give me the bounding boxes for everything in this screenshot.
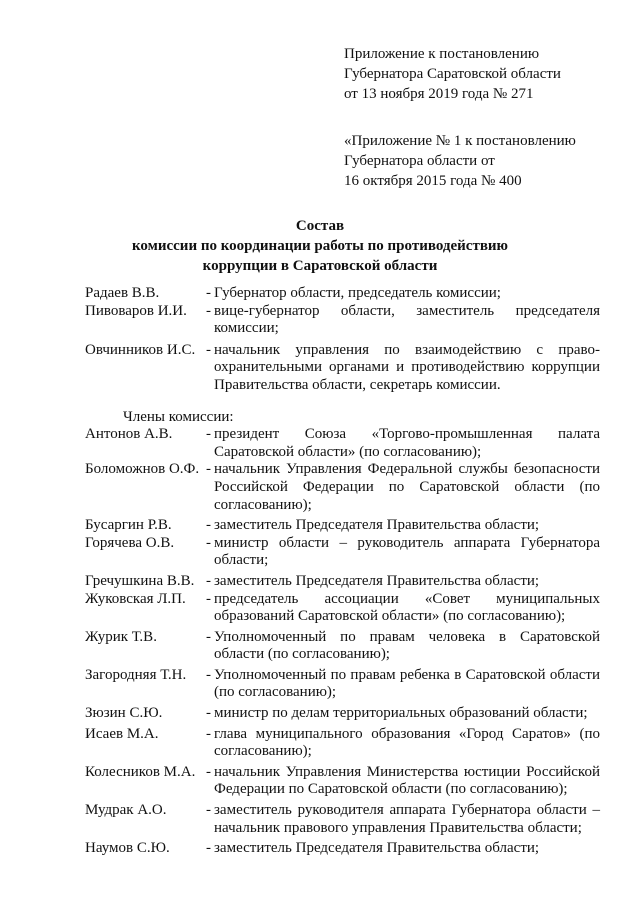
annex-line: Губернатора Саратовской области [344, 66, 561, 82]
roster-row [85, 802, 600, 837]
dash-separator: - [206, 802, 211, 819]
dash-separator: - [206, 534, 211, 551]
dash-separator: - [206, 705, 211, 722]
annex-line: «Приложение № 1 к постановлению [344, 133, 576, 149]
roster-row [85, 342, 600, 395]
member-role: президент Союза «Торгово-промышленная палата Саратовской области» (по согласованию); [214, 426, 600, 460]
roster-row [85, 726, 600, 761]
roster-row [85, 840, 600, 858]
annex-line: от 13 ноября 2019 года № 271 [344, 86, 534, 102]
member-role: Губернатор области, председатель комиссии; [214, 285, 501, 301]
member-name: Овчинников И.С. [85, 341, 196, 358]
annex-reference [344, 44, 561, 104]
member-role: Уполномоченный по правам человека в Саратовской области (по согласованию); [214, 628, 600, 663]
dash-separator: - [206, 302, 211, 319]
roster-row [85, 461, 600, 514]
member-role: заместитель руководителя аппарата Губернатора области – начальник правового управления Правительства области; [214, 802, 600, 836]
member-name: Зюзин С.Ю. [85, 705, 163, 722]
member-name: Антонов А.В. [85, 426, 173, 443]
member-role: начальник Управления Министерства юстиции Российской Федерации по Саратовской области (по согласованию); [214, 763, 600, 798]
annex-line: 16 октября 2015 года № 400 [344, 173, 522, 189]
roster-row [85, 705, 600, 723]
dash-separator: - [206, 341, 211, 358]
roster-row [85, 285, 600, 303]
member-name: Горячева О.В. [85, 534, 175, 551]
title-line: комиссии по координации работы по противодействию [131, 238, 509, 254]
dash-separator: - [206, 285, 211, 301]
dash-separator: - [206, 590, 211, 607]
member-name: Загородняя Т.Н. [85, 666, 187, 683]
member-name: Боломожнов О.Ф. [85, 461, 200, 478]
roster-row [85, 535, 600, 570]
member-role: председатель ассоциации «Совет муниципальных образований Саратовской области» (по согласованию); [214, 590, 600, 625]
member-name: Мудрак А.О. [85, 802, 167, 819]
roster-row [85, 591, 600, 626]
roster-row [85, 303, 600, 338]
member-role: начальник Управления Федеральной службы безопасности Российской Федерации по Саратовской области (по согласованию); [214, 461, 600, 513]
members-heading: Члены комиссии: [123, 408, 234, 425]
roster-row [85, 426, 600, 461]
member-name: Наумов С.Ю. [85, 840, 170, 857]
member-name: Колесников М.А. [85, 763, 196, 780]
dash-separator: - [206, 461, 211, 478]
roster-row [85, 517, 600, 535]
dash-separator: - [206, 725, 211, 742]
member-name: Гречушкина В.В. [85, 572, 195, 589]
member-role: министр области – руководитель аппарата Губернатора области; [214, 534, 600, 569]
member-role: глава муниципального образования «Город Саратов» (по согласованию); [214, 725, 600, 760]
dash-separator: - [206, 666, 211, 683]
member-name: Жуковская Л.П. [85, 590, 186, 607]
member-name: Пивоваров И.И. [85, 302, 187, 319]
member-role: вице-губернатор области, заместитель председателя комиссии; [214, 302, 600, 337]
member-role: начальник управления по взаимодействию с право-охранительными органами и противодействию коррупции Правительства области, секретарь комиссии. [214, 341, 600, 393]
annex-line: Приложение к постановлению [344, 46, 540, 62]
member-role: министр по делам территориальных образований области; [214, 705, 588, 722]
member-role: заместитель Председателя Правительства области; [214, 517, 540, 534]
title-line: коррупции в Саратовской области [202, 258, 438, 274]
roster-row [85, 667, 600, 702]
member-name: Журик Т.В. [85, 628, 157, 645]
member-role: заместитель Председателя Правительства области; [214, 840, 540, 857]
dash-separator: - [206, 426, 211, 443]
dash-separator: - [206, 628, 211, 645]
roster-row [85, 573, 600, 591]
dash-separator: - [206, 517, 211, 534]
document-title [0, 216, 640, 276]
member-role: Уполномоченный по правам ребенка в Саратовской области (по согласованию); [214, 666, 600, 701]
title-line: Состав [295, 218, 345, 234]
member-name: Радаев В.В. [85, 285, 160, 301]
member-role: заместитель Председателя Правительства области; [214, 572, 540, 589]
member-name: Бусаргин Р.В. [85, 517, 172, 534]
dash-separator: - [206, 840, 211, 857]
roster-row [85, 629, 600, 664]
commission-roster [85, 285, 600, 858]
dash-separator: - [206, 572, 211, 589]
original-annex-reference [344, 131, 576, 191]
member-name: Исаев М.А. [85, 725, 159, 742]
annex-line: Губернатора области от [344, 153, 495, 169]
roster-row [85, 764, 600, 799]
dash-separator: - [206, 763, 211, 780]
